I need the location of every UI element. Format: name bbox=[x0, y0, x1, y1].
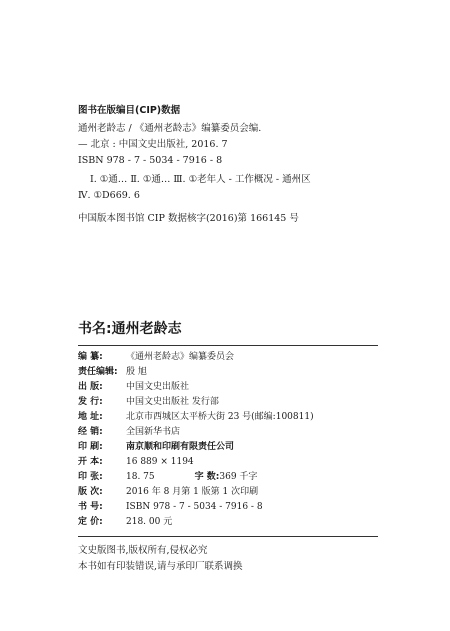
cip-line-3: ISBN 978 - 7 - 5034 - 7916 - 8 bbox=[78, 155, 223, 166]
info-label: 印 刷: bbox=[78, 442, 103, 452]
footer-printing-error-notice: 本书如有印装错误,请与承印厂联系调换 bbox=[78, 561, 243, 572]
info-value: 全国新华书店 bbox=[126, 427, 181, 437]
info-label: 印 张: bbox=[78, 472, 103, 482]
cip-line-1: 通州老龄志 / 《通州老龄志》编纂委员会编. bbox=[78, 123, 262, 134]
cip-line-6: 中国版本图书馆 CIP 数据核字(2016)第 166145 号 bbox=[78, 213, 299, 224]
info-value: 2016 年 8 月第 1 版第 1 次印刷 bbox=[126, 487, 259, 497]
info-row-compiler bbox=[78, 352, 234, 363]
info-label: 责任编辑: bbox=[78, 367, 118, 377]
info-label: 开 本: bbox=[78, 457, 103, 467]
info-row-sheets bbox=[78, 472, 257, 483]
info-label: 出 版: bbox=[78, 382, 103, 392]
info-row-distribution bbox=[78, 397, 219, 408]
info-row-edition bbox=[78, 487, 258, 498]
info-label: 定 价: bbox=[78, 517, 103, 527]
cip-heading: 图书在版编目(CIP)数据 bbox=[78, 105, 181, 116]
info-row-publisher bbox=[78, 382, 189, 393]
cip-line-4: Ⅰ. ①通… Ⅱ. ①通… Ⅲ. ①老年人 - 工作概况 - 通州区 bbox=[90, 174, 311, 185]
book-title: 书名:通州老龄志 bbox=[78, 321, 182, 337]
info-label: 版 次: bbox=[78, 487, 103, 497]
footer-copyright: 文史版图书,版权所有,侵权必究 bbox=[78, 545, 208, 556]
info-value: 中国文史出版社 bbox=[126, 382, 190, 392]
divider-bottom bbox=[78, 536, 378, 537]
info-value: 218. 00 元 bbox=[126, 517, 173, 527]
info-value: 南京顺和印刷有限责任公司 bbox=[126, 442, 235, 452]
info-value: ISBN 978 - 7 - 5034 - 7916 - 8 bbox=[126, 502, 263, 512]
info-row-format bbox=[78, 457, 194, 468]
info-value: 16 889 × 1194 bbox=[126, 457, 194, 467]
info-label: 书 号: bbox=[78, 502, 103, 512]
info-label: 发 行: bbox=[78, 397, 103, 407]
cip-line-5: Ⅳ. ①D669. 6 bbox=[78, 190, 140, 201]
info-row-price bbox=[78, 517, 172, 528]
info-value: 殷 旭 bbox=[126, 367, 147, 377]
info-value: 北京市西城区太平桥大街 23 号(邮编:100811) bbox=[126, 412, 314, 422]
info-value: 中国文史出版社 发行部 bbox=[126, 397, 219, 407]
info-value-wordcount: 369 千字 bbox=[219, 472, 258, 482]
info-row-seller bbox=[78, 427, 180, 438]
info-row-isbn bbox=[78, 502, 263, 513]
cip-line-2: — 北京 : 中国文史出版社, 2016. 7 bbox=[78, 139, 228, 150]
info-label: 经 销: bbox=[78, 427, 103, 437]
info-label: 编 纂: bbox=[78, 352, 103, 362]
info-label: 地 址: bbox=[78, 412, 103, 422]
info-value: 《通州老龄志》编纂委员会 bbox=[126, 352, 235, 362]
info-row-editor bbox=[78, 367, 147, 378]
info-row-address bbox=[78, 412, 314, 423]
info-value: 18. 75 bbox=[126, 472, 155, 482]
divider-top bbox=[78, 345, 378, 346]
info-label-wordcount: 字 数: bbox=[194, 472, 220, 482]
info-row-printer bbox=[78, 442, 234, 453]
